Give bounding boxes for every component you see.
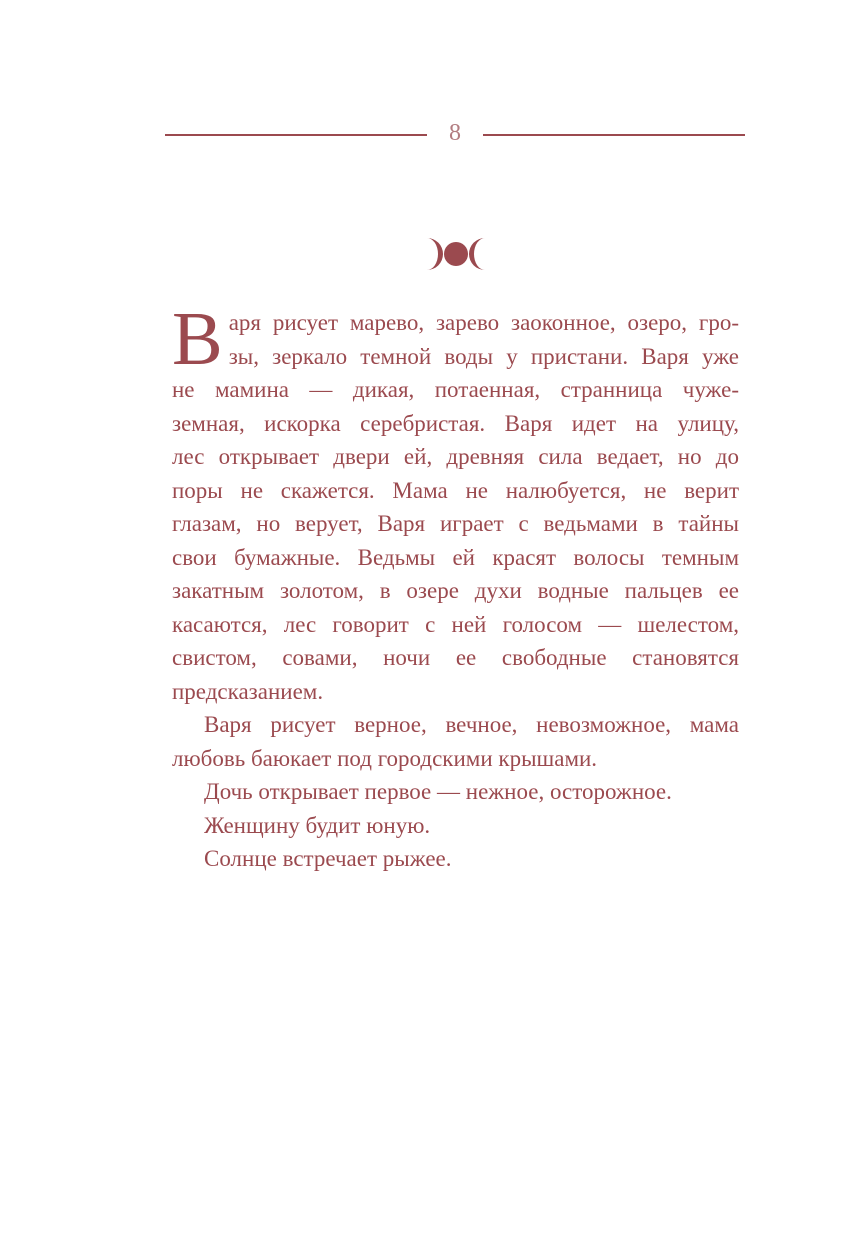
text-line: лес открывает двери ей, древняя сила ведает, но до [172,444,739,469]
text-line: Женщину будит юную. [204,812,431,838]
text-line: не мамина — дикая, потаенная, странница чуже- [172,377,739,402]
text-line: закатным золотом, в озере духи водные пальцев ее [172,578,739,603]
text-line: поры не скажется. Мама не налюбуется, не верит [172,477,739,503]
text-line: земная, искорка серебристая. Варя идет на улицу, [172,410,739,436]
page-number: 8 [449,120,461,146]
text-line: касаются, лес говорит с ней голосом — шелестом, [172,611,739,637]
body-text [172,297,739,876]
header-rule-left [165,134,427,136]
text-line: Солнце встречает рыжее. [204,846,452,871]
text-line: аря рисует марево, зарево заоконное, озеро, гро- [228,310,739,335]
text-line: свистом, совами, ночи ее свободные становятся [172,645,739,670]
text-line: любовь баюкает под городскими крышами. [172,745,598,771]
text-line: Варя рисует верное, вечное, невозможное, мама [204,712,739,737]
text-line: свои бумажные. Ведьмы ей красят волосы темным [172,544,739,570]
page-header [165,118,745,152]
text-line: предсказанием. [172,678,324,704]
text-line: зы, зеркало темной воды у пристани. Варя уже [228,343,739,369]
text-line: Дочь открывает первое — нежное, осторожное. [204,779,672,804]
triple-moon-icon [417,234,495,274]
drop-cap: В [172,297,223,381]
header-rule-right [483,134,745,136]
text-line: глазам, но верует, Варя играет с ведьмами в тайны [172,511,739,536]
